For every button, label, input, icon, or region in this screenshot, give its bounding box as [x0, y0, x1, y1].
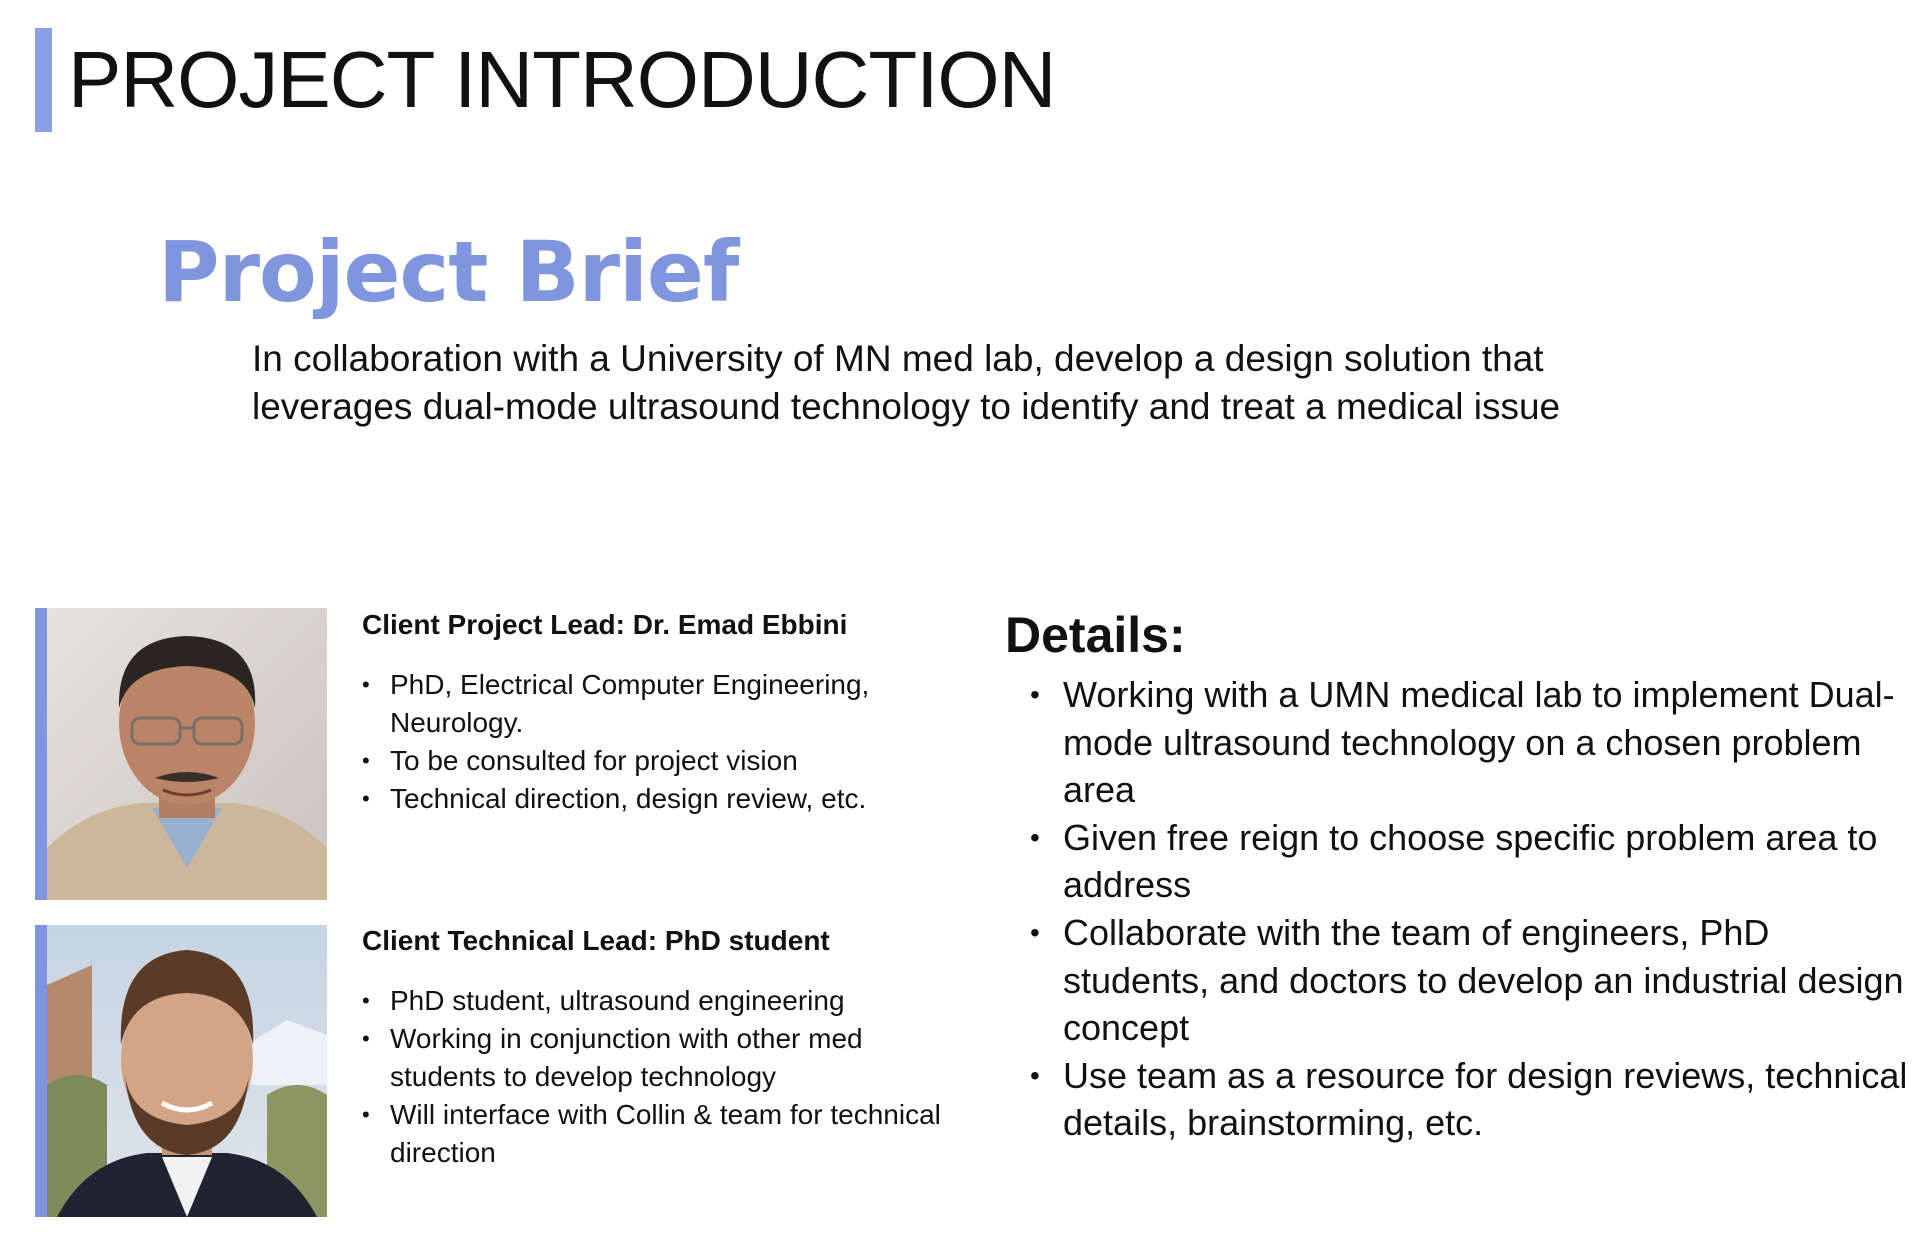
page-title: PROJECT INTRODUCTION: [68, 35, 1056, 124]
bullet-icon: •: [1030, 679, 1040, 710]
bullet-icon: •: [362, 988, 370, 1013]
details-list: [1030, 671, 1910, 1147]
list-item: • Will interface with Collin & team for technical direction: [362, 1096, 962, 1172]
project-brief-text: In collaboration with a University of MN med lab, develop a design solution that leverages dual-mode ultrasound technology to identify and treat a medical issue: [252, 338, 1561, 427]
bullet-icon: •: [362, 1026, 370, 1051]
list-item: • Use team as a resource for design reviews, technical details, brainstorming, etc.: [1030, 1052, 1910, 1147]
client-technical-lead-heading: Client Technical Lead: PhD student: [362, 925, 830, 956]
list-item: • Collaborate with the team of engineers, PhD students, and doctors to develop an industrial design concept: [1030, 909, 1910, 1052]
list-item: • PhD student, ultrasound engineering: [362, 982, 962, 1020]
bullet-icon: •: [1030, 1059, 1040, 1091]
project-brief-heading: Project Brief: [158, 223, 739, 321]
bullet-icon: •: [362, 786, 370, 811]
bullet-icon: •: [362, 1102, 370, 1127]
bullet-icon: •: [1030, 821, 1040, 853]
client-technical-lead-block: [362, 922, 962, 1172]
photo-accent-bar: [35, 925, 47, 1217]
list-item: • PhD, Electrical Computer Engineering, Neurology.: [362, 666, 962, 742]
client-project-lead-block: [362, 606, 962, 818]
list-item: • Technical direction, design review, etc.: [362, 780, 962, 818]
list-item: • Working with a UMN medical lab to implement Dual-mode ultrasound technology on a chosen problem area: [1030, 671, 1910, 814]
title-accent-bar: [35, 28, 52, 132]
client-technical-lead-list: [362, 982, 962, 1172]
photo-accent-bar: [35, 608, 47, 900]
list-item: • To be consulted for project vision: [362, 742, 962, 780]
bullet-icon: •: [362, 748, 370, 773]
bullet-icon: •: [1030, 916, 1040, 948]
bullet-icon: •: [362, 672, 370, 697]
list-item: • Given free reign to choose specific problem area to address: [1030, 814, 1910, 909]
list-item: • Working in conjunction with other med students to develop technology: [362, 1020, 962, 1096]
client-project-lead-heading: Client Project Lead: Dr. Emad Ebbini: [362, 609, 848, 640]
client-project-lead-list: [362, 666, 962, 818]
client-project-lead-photo: [47, 608, 327, 900]
client-technical-lead-photo: [47, 925, 327, 1217]
details-heading: Details:: [1005, 607, 1186, 663]
